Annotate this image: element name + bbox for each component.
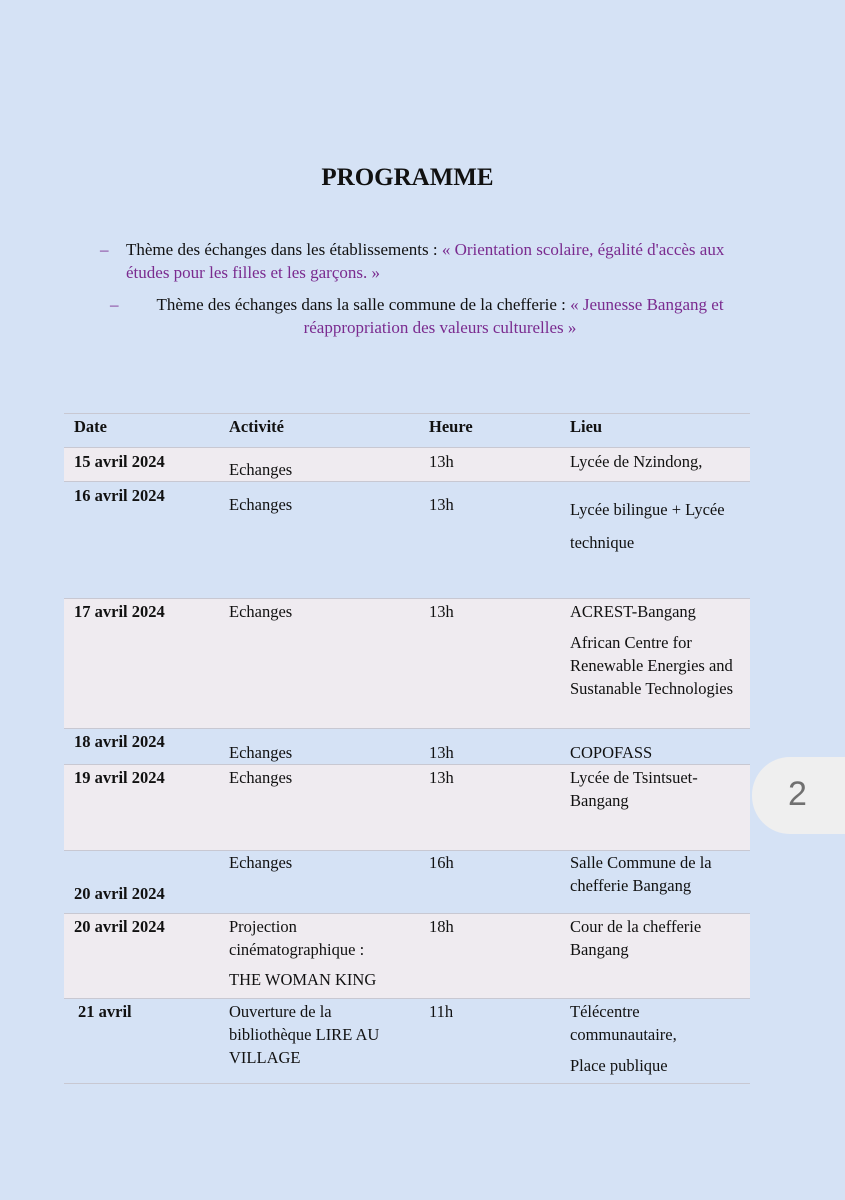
row-heure: 18h: [419, 914, 560, 999]
row-date: 17 avril 2024: [64, 599, 219, 729]
lieu-line: Cour de la chefferie Bangang: [570, 917, 702, 959]
theme-text: [126, 238, 740, 284]
row-heure: 16h: [419, 851, 560, 914]
lieu-line: COPOFASS: [570, 743, 653, 762]
table-row: [64, 851, 750, 914]
theme-bullet-schools: [100, 238, 740, 284]
lieu-line: Place publique: [570, 1056, 668, 1075]
activite-line: THE WOMAN KING: [229, 970, 377, 989]
row-date: 19 avril 2024: [64, 765, 219, 851]
bullet-dash: –: [110, 295, 119, 314]
page-title: PROGRAMME: [321, 164, 494, 191]
lieu-line: Salle Commune de la chefferie Bangang: [570, 853, 712, 895]
lieu-line: Lycée de Tsintsuet-Bangang: [570, 768, 698, 810]
row-date: 15 avril 2024: [64, 448, 219, 482]
row-activite: Echanges: [219, 448, 419, 482]
row-activite: Echanges: [219, 851, 419, 914]
table-row: [64, 599, 750, 729]
bullet-dash: –: [100, 240, 109, 259]
row-heure: 13h: [419, 729, 560, 765]
page-number-tab: [752, 757, 845, 834]
header-heure: Heure: [419, 414, 560, 448]
lieu-line: technique: [570, 533, 635, 552]
table-row: [64, 448, 750, 482]
theme-label: Thème des échanges dans la salle commune de la chefferie :: [156, 295, 571, 314]
table-row: [64, 999, 750, 1084]
theme-bullet-chefferie: [110, 293, 750, 339]
lieu-line: Lycée bilingue + Lycée: [570, 500, 725, 519]
row-heure: 13h: [419, 448, 560, 482]
row-lieu: [560, 765, 750, 851]
row-activite: [219, 999, 419, 1084]
theme-value: « Jeunesse Bangang et réappropriation des valeurs culturelles »: [303, 295, 724, 337]
lieu-line: Lycée de Nzindong,: [570, 452, 703, 471]
row-activite: Echanges: [219, 765, 419, 851]
programme-table: [64, 413, 750, 1084]
row-heure: 13h: [419, 599, 560, 729]
row-lieu: [560, 448, 750, 482]
row-lieu: [560, 482, 750, 599]
lieu-line: ACREST-Bangang: [570, 602, 696, 621]
table-header-row: [64, 414, 750, 448]
row-heure: 13h: [419, 765, 560, 851]
theme-value: « Orientation scolaire, égalité d'accès aux études pour les filles et les garçons. »: [126, 240, 725, 282]
table-row: [64, 482, 750, 599]
header-activite: Activité: [219, 414, 419, 448]
row-lieu: [560, 599, 750, 729]
header-date: Date: [64, 414, 219, 448]
activite-line: Projection cinématographique :: [229, 917, 365, 959]
theme-text: [130, 293, 750, 339]
row-activite: Echanges: [219, 729, 419, 765]
row-lieu: [560, 729, 750, 765]
row-date: 20 avril 2024: [64, 851, 219, 914]
row-activite: [219, 914, 419, 999]
lieu-line: Télécentre communautaire,: [570, 1002, 677, 1044]
table-row: [64, 729, 750, 765]
row-date: 20 avril 2024: [64, 914, 219, 999]
theme-label: Thème des échanges dans les établissements :: [126, 240, 442, 259]
row-activite: Echanges: [219, 482, 419, 599]
row-lieu: [560, 851, 750, 914]
table-row: [64, 765, 750, 851]
row-date: 18 avril 2024: [64, 729, 219, 765]
row-activite: Echanges: [219, 599, 419, 729]
lieu-line: African Centre for Renewable Energies and Sustanable Technologies: [570, 633, 734, 698]
table-row: [64, 914, 750, 999]
page-number: 2: [788, 775, 807, 813]
row-lieu: [560, 914, 750, 999]
row-date: 16 avril 2024: [64, 482, 219, 599]
header-lieu: Lieu: [560, 414, 750, 448]
row-heure: 13h: [419, 482, 560, 599]
activite-line: Ouverture de la bibliothèque LIRE AU VILLAGE: [229, 1002, 380, 1067]
row-date: 21 avril: [64, 999, 219, 1084]
row-lieu: [560, 999, 750, 1084]
row-heure: 11h: [419, 999, 560, 1084]
